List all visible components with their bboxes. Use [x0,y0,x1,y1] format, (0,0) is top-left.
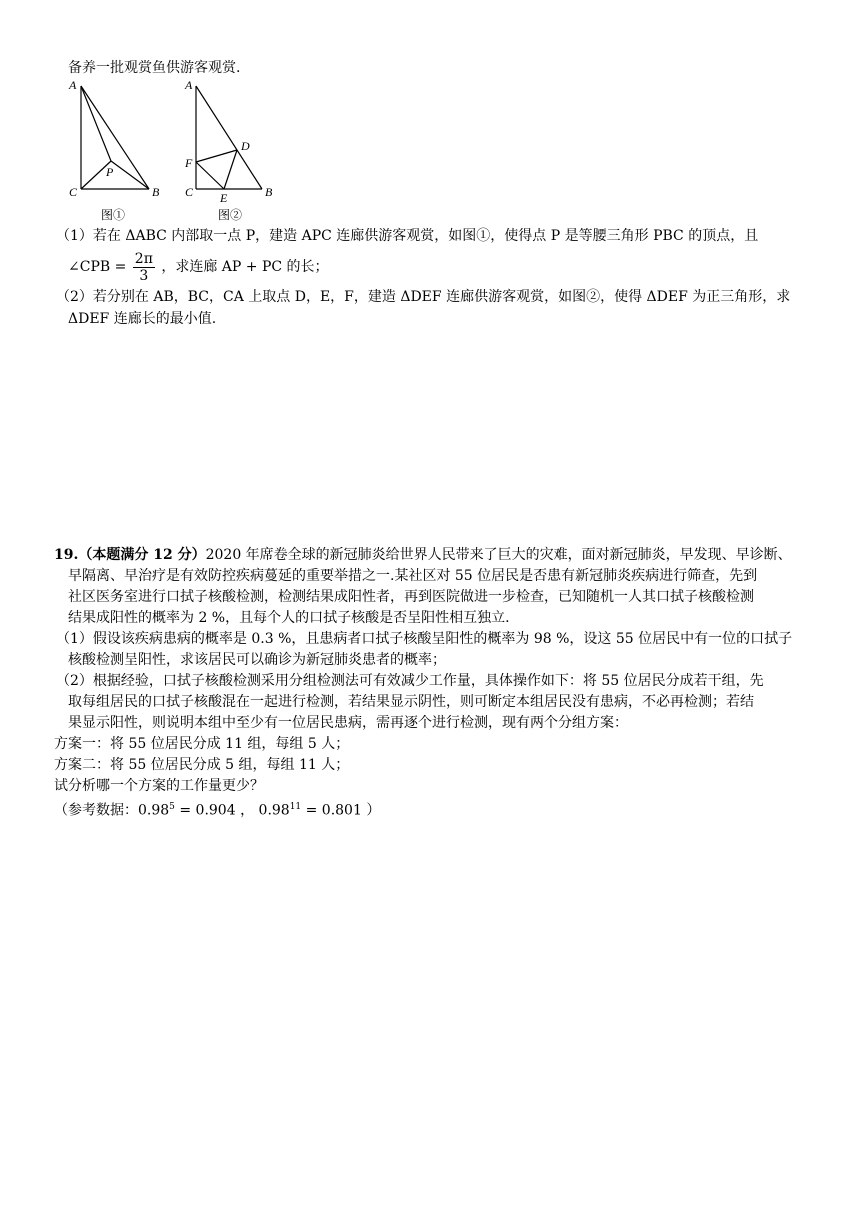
fig2-label-d: D [241,139,250,153]
q19-part1-line2: 核酸检测呈阳性，求该居民可以确诊为新冠肺炎患者的概率； [68,652,446,668]
q18-part2-line1: （2）若分别在 AB，BC，CA 上取点 D，E，F，建造 ΔDEF 连廊供游客观赏，如图②，使得 ΔDEF 为正三角形，求 [56,289,791,305]
q18-fraction [133,251,155,284]
q19-part1-line1: （1）假设该疾病患病的概率是 0.3 %，且患病者口拭子核酸呈阳性的概率为 98 %，设这 55 位居民中有一位的口拭子 [56,631,793,647]
fig2-label-f: F [185,156,193,170]
fig2-label-b: B [265,185,273,199]
q19-ref-a-exp: 5 [169,802,175,812]
q19-ref-prefix: （参考数据： [54,802,138,819]
q19-plan1: 方案一：将 55 位居民分成 11 组，每组 5 人； [54,736,350,752]
q18-part1-tail: ，求连廊 AP + PC 的长； [161,259,329,275]
figure-1 [65,76,165,226]
q18-frac-den: 3 [139,267,149,284]
fig2-label-c: C [185,185,194,199]
q19-part2-line2: 取每组居民的口拭子核酸混在一起进行检测，若结果显示阴性，则可断定本组居民没有患病，不必再检测；若结 [68,694,754,710]
q19-ref-b-base: 0.98 [258,802,290,819]
fig2-label-e: E [220,191,228,205]
q19-part2-line1: （2）根据经验，口拭子核酸检测采用分组检测法可有效减少工作量，具体操作如下：将 55 位居民分成若干组，先 [56,673,764,689]
q18-part2-line2: ΔDEF 连廊长的最小值. [68,311,217,327]
q19-plan2: 方案二：将 55 位居民分成 5 组，每组 11 人； [54,757,350,773]
q19-score: （本题满分 12 分） [78,547,206,563]
q19-ref-b-exp: 11 [289,802,302,812]
q19-line2: 早隔离、早治疗是有效防控疾病蔓延的重要举措之一.某社区对 55 位居民是否患有新冠肺炎疾病进行筛查，先到 [68,568,758,584]
q19-ref-a-base: 0.98 [138,802,170,819]
q18-part1-line1: （1）若在 ΔABC 内部取一点 P，建造 APC 连廊供游客观赏，如图①，使得点 P 是等腰三角形 PBC 的顶点，且 [56,228,759,244]
q19-number: 19. [54,547,79,563]
q18-part1-line2 [68,250,329,284]
q19-line1-text: 2020 年席卷全球的新冠肺炎给世界人民带来了巨大的灾难，面对新冠肺炎，早发现、早诊断、 [205,547,792,563]
fig1-label-p: P [106,165,114,179]
q19-reference [54,797,380,821]
intro-line: 备养一批观赏鱼供游客观赏. [68,60,241,76]
q19-line1 [54,545,792,565]
q19-ref-b-val: = 0.801 ） [305,802,381,819]
q19-ask: 试分析哪一个方案的工作量更少？ [54,778,264,794]
q19-line3: 社区医务室进行口拭子核酸检测，检测结果成阳性者，再到医院做进一步检查，已知随机一人其口拭子核酸检测 [68,589,754,605]
fig2-label-a: A [185,78,193,92]
fig1-label-c: C [69,185,78,199]
fig2-caption: 图② [218,208,243,222]
q18-frac-num: 2π [134,250,153,267]
fig1-caption: 图① [101,208,126,222]
q19-line4: 结果成阳性的概率为 2 %，且每个人的口拭子核酸是否呈阳性相互独立. [68,610,510,626]
q19-part2-line3: 果显示阳性，则说明本组中至少有一位居民患病，需再逐个进行检测，现有两个分组方案： [68,715,628,731]
figure-2 [180,76,290,226]
fig1-label-a: A [69,78,77,92]
q19-ref-a-val: = 0.904 ， [179,802,255,819]
fig1-label-b: B [152,185,160,199]
q18-angle: ∠CPB = [68,259,127,275]
